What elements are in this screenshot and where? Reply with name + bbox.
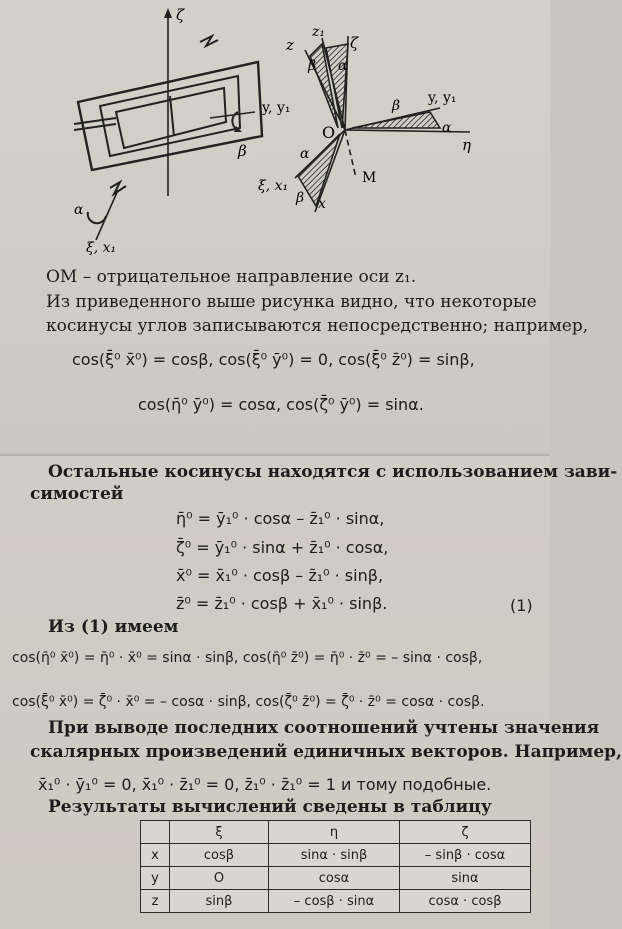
table-row <box>141 867 531 890</box>
paragraph-3-line-2: скалярных произведений единичных векторов. Например, <box>30 742 622 762</box>
cell: – sinβ · cosα <box>400 844 531 867</box>
equation-3: x̄⁰ = x̄₁⁰ · cosβ – z̄₁⁰ · sinβ, <box>176 566 384 585</box>
cell: sinα · sinβ <box>269 844 400 867</box>
xi-axis-line <box>96 190 118 240</box>
equation-2: ζ̄⁰ = ȳ₁⁰ · sinα + z̄₁⁰ · cosα, <box>176 538 389 557</box>
paragraph-1-line-2: косинусы углов записываются непосредственно; например, <box>46 316 589 336</box>
label-z-right: z <box>286 36 294 54</box>
label-beta-right: β <box>392 98 401 114</box>
from-eq-1: Из (1) имеем <box>48 617 179 637</box>
table-corner <box>141 821 170 844</box>
label-xi-left: ξ, x₁ <box>86 240 117 256</box>
rotation-figure <box>0 0 550 290</box>
label-alpha-left-right: α <box>300 146 310 162</box>
cell: cosβ <box>170 844 269 867</box>
om-definition: ОМ – отрицательное направление оси z₁. <box>46 267 417 287</box>
label-x-right: x <box>318 196 326 212</box>
label-beta-bottom: β <box>296 190 305 206</box>
cell: cosα <box>269 867 400 890</box>
table-header-row <box>141 821 531 844</box>
label-xi-right: ξ, x₁ <box>258 178 289 194</box>
row-label-z: z <box>141 890 170 913</box>
table-row <box>141 890 531 913</box>
table-row <box>141 844 531 867</box>
header-xi: ξ <box>170 821 269 844</box>
label-z1-right: z₁ <box>312 24 325 40</box>
equation-1: η̄⁰ = ȳ₁⁰ · cosα – z̄₁⁰ · sinα, <box>176 509 385 528</box>
frame-divider <box>170 96 174 136</box>
label-origin: O <box>322 123 336 142</box>
cell: O <box>170 867 269 890</box>
label-alpha-right: α <box>442 120 452 136</box>
cell: sinβ <box>170 890 269 913</box>
label-zeta-left: ζ <box>176 6 185 24</box>
derived-line-2: cos(ξ̄⁰ x̄⁰) = ζ̄⁰ · x̄⁰ = – cosα · sinβ, cos(ζ̄⁰ z̄⁰) = ζ̄⁰ · z̄⁰ = cosα · cosβ. <box>12 694 485 710</box>
bottom-hinge-icon <box>110 182 126 194</box>
row-label-y: y <box>141 867 170 890</box>
alpha-rotation-icon <box>88 212 106 223</box>
paragraph-1-line-1: Из приведенного выше рисунка видно, что некоторые <box>46 292 537 312</box>
header-zeta: ζ <box>400 821 531 844</box>
label-y-left: y, y₁ <box>262 100 291 116</box>
cell: cosα · cosβ <box>400 890 531 913</box>
label-eta: η <box>462 136 471 154</box>
top-hinge-icon <box>200 36 218 46</box>
label-beta-left: β <box>238 142 247 160</box>
formula-line-2: cos(η̄⁰ ȳ⁰) = cosα, cos(ζ̄⁰ ȳ⁰) = sinα. <box>138 395 424 414</box>
zeta-arrow-icon <box>164 8 172 18</box>
paragraph-3-line-1: При выводе последних соотношений учтены значения <box>48 718 600 738</box>
header-eta: η <box>269 821 400 844</box>
table-caption: Результаты вычислений сведены в таблицу <box>48 797 492 817</box>
dot-products-line: x̄₁⁰ · ȳ₁⁰ = 0, x̄₁⁰ · z̄₁⁰ = 0, z̄₁⁰ · z̄₁⁰ = 1 и тому подобные. <box>38 775 492 794</box>
derived-line-1: cos(η̄⁰ x̄⁰) = η̄⁰ · x̄⁰ = sinα · sinβ, cos(η̄⁰ z̄⁰) = η̄⁰ · z̄⁰ = – sinα · cosβ, <box>12 650 483 666</box>
row-label-x: x <box>141 844 170 867</box>
label-zeta-right: ζ <box>350 34 359 52</box>
cell: – cosβ · sinα <box>269 890 400 913</box>
alpha-wedge-right <box>352 112 440 128</box>
results-table <box>140 820 531 913</box>
paragraph-2-line-2: симостей <box>30 484 124 504</box>
formula-line-1: cos(ξ̄⁰ x̄⁰) = cosβ, cos(ξ̄⁰ ȳ⁰) = 0, cos(ξ̄⁰ z̄⁰) = sinβ, <box>72 350 475 369</box>
label-alpha-left: α <box>74 202 84 218</box>
om-dashed-line <box>345 130 356 178</box>
label-alpha-top: α <box>338 58 348 74</box>
label-m: M <box>362 170 377 186</box>
label-y-right: y, y₁ <box>428 90 457 106</box>
equation-number: (1) <box>510 596 533 615</box>
cell: sinα <box>400 867 531 890</box>
paragraph-2-line-1: Остальные косинусы находятся с использованием зави- <box>48 462 618 482</box>
equation-4: z̄⁰ = z̄₁⁰ · cosβ + x̄₁⁰ · sinβ. <box>176 594 388 613</box>
label-beta-top: β <box>308 58 317 74</box>
left-frame-drawing <box>74 8 262 240</box>
